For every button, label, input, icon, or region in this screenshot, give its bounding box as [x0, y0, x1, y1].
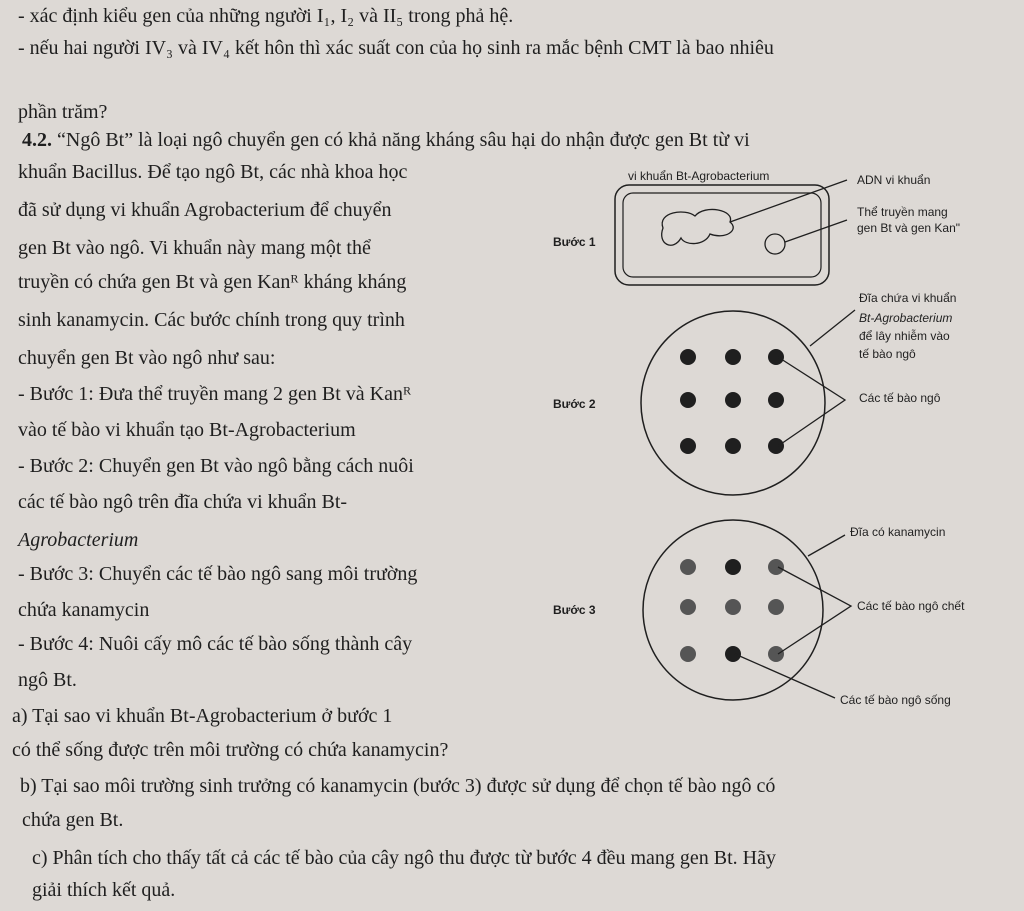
sub-question-c-line-1: c) Phân tích cho thấy tất cả các tế bào của cây ngô thu được từ bước 4 đều mang gen Bt. Hãy	[32, 847, 776, 869]
body-line: vào tế bào vi khuẩn tạo Bt-Agrobacterium	[18, 419, 356, 441]
step-2-cells	[680, 349, 784, 454]
question-number: 4.2.	[22, 129, 52, 151]
dish3-pointer	[808, 535, 845, 556]
label-dish3: Đĩa có kanamycin	[850, 525, 946, 539]
body-line: truyền có chứa gen Bt và gen Kanᴿ kháng kháng	[18, 271, 407, 293]
dead-corn-cell	[768, 646, 784, 662]
dish2-pointer	[810, 310, 855, 346]
intro-line-3: phần trăm?	[18, 101, 108, 123]
dead-corn-cell	[680, 599, 696, 615]
label-live: Các tế bào ngô sống	[840, 693, 951, 707]
label-dish2-3: để lây nhiễm vào	[859, 329, 950, 343]
body-line: - Bước 2: Chuyển gen Bt vào ngô bằng cách nuôi	[18, 455, 414, 477]
vector-pointer	[785, 220, 847, 242]
step-3-label: Bước 3	[553, 603, 596, 617]
cells-pointer	[778, 357, 845, 446]
corn-cell	[725, 392, 741, 408]
label-dna: ADN vi khuẩn	[857, 173, 931, 187]
dead-corn-cell	[725, 599, 741, 615]
corn-cell	[768, 349, 784, 365]
gene-transfer-diagram	[545, 160, 1024, 720]
body-line: các tế bào ngô trên đĩa chứa vi khuẩn Bt-	[18, 491, 348, 513]
dead-corn-cell	[680, 646, 696, 662]
bacterium-title: vi khuẩn Bt-Agrobacterium	[628, 169, 770, 183]
label-cells: Các tế bào ngô	[859, 391, 941, 405]
plasmid-vector	[765, 234, 785, 254]
corn-cell	[680, 349, 696, 365]
question-heading	[22, 128, 1024, 152]
body-line: khuẩn Bacillus. Để tạo ngô Bt, các nhà khoa học	[18, 161, 408, 183]
sub-question-a-line-1: a) Tại sao vi khuẩn Bt-Agrobacterium ở bước 1	[12, 705, 393, 727]
bacterial-dna	[662, 209, 734, 245]
body-line: chuyển gen Bt vào ngô như sau:	[18, 347, 276, 369]
intro-line-2: - nếu hai người IV₃ và IV₄ kết hôn thì xác suất con của họ sinh ra mắc bệnh CMT là bao nhiêu	[18, 37, 774, 59]
body-line: - Bước 3: Chuyển các tế bào ngô sang môi trường	[18, 563, 418, 585]
body-line: đã sử dụng vi khuẩn Agrobacterium để chuyển	[18, 199, 392, 221]
corn-cell	[680, 438, 696, 454]
label-dish2-4: tế bào ngô	[859, 347, 916, 361]
dead-corn-cell	[768, 559, 784, 575]
body-line: gen Bt vào ngô. Vi khuẩn này mang một thể	[18, 237, 371, 259]
dead-corn-cell	[768, 599, 784, 615]
bacterium-inner-membrane	[623, 193, 821, 277]
step-3-cells	[680, 559, 784, 662]
corn-cell	[725, 349, 741, 365]
sub-question-a-line-2: có thể sống được trên môi trường có chứa kanamycin?	[12, 739, 449, 761]
label-vector-2: gen Bt và gen Kan"	[857, 221, 961, 235]
corn-cell	[725, 438, 741, 454]
body-line: - Bước 4: Nuôi cấy mô các tế bào sống thành cây	[18, 633, 413, 655]
sub-question-b-line-2: chứa gen Bt.	[22, 809, 124, 831]
dead-corn-cell	[680, 559, 696, 575]
dead-cells-pointer	[778, 567, 851, 654]
sub-question-b-line-1: b) Tại sao môi trường sinh trưởng có kanamycin (bước 3) được sử dụng để chọn tế bào ngô có	[20, 775, 776, 797]
label-dish2-2: Bt-Agrobacterium	[859, 311, 953, 325]
live-cells-pointer	[735, 654, 835, 698]
corn-cell	[768, 392, 784, 408]
sub-question-c-line-2: giải thích kết quả.	[32, 879, 176, 901]
label-dead: Các tế bào ngô chết	[857, 599, 965, 613]
body-line: ngô Bt.	[18, 669, 77, 691]
step-1-label: Bước 1	[553, 235, 596, 249]
body-line: chứa kanamycin	[18, 599, 150, 621]
corn-cell	[768, 438, 784, 454]
intro-line-1: - xác định kiểu gen của những người I₁, I₂ và II₅ trong phả hệ.	[18, 5, 514, 27]
step-2-label: Bước 2	[553, 397, 596, 411]
live-corn-cell	[725, 559, 741, 575]
live-corn-cell	[725, 646, 741, 662]
body-line: - Bước 1: Đưa thể truyền mang 2 gen Bt và Kanᴿ	[18, 383, 412, 405]
body-line: Agrobacterium	[18, 529, 139, 551]
question-heading-text: “Ngô Bt” là loại ngô chuyển gen có khả năng kháng sâu hại do nhận được gen Bt từ vi	[57, 129, 750, 151]
body-line: sinh kanamycin. Các bước chính trong quy trình	[18, 309, 405, 331]
label-dish2-1: Đĩa chứa vi khuẩn	[859, 291, 957, 305]
corn-cell	[680, 392, 696, 408]
label-vector-1: Thể truyền mang	[857, 205, 948, 219]
bacterium-cell	[615, 185, 829, 285]
